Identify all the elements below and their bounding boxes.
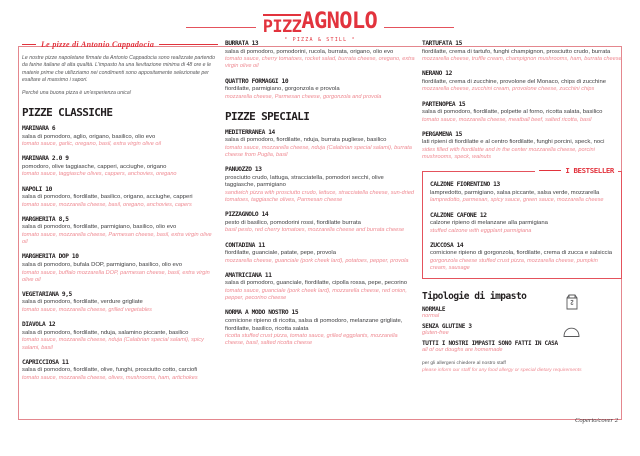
item-description-en: tomato sauce, mozzarella cheese, olives, mushrooms, ham, artichokes [22, 374, 198, 381]
section-title-classiche: PIZZE CLASSICHE [22, 106, 113, 120]
item-name: PIZZAGNOLO 14 [225, 211, 269, 219]
item-description-en: tomato sauce, mozzarella cheese, grilled vegetables [22, 307, 152, 314]
menu-item [22, 359, 218, 382]
item-description-it: lampredotto, parmigiano, salsa piccante, salsa verde, mozzarella [430, 189, 600, 196]
intro-dash-right [159, 44, 218, 45]
allergen-note-en: please inform our staff for any food allergy or special dietary requirements [422, 367, 582, 373]
menu-item [225, 78, 415, 101]
menu-column-2 [225, 40, 415, 355]
menu-item [22, 216, 218, 247]
menu-item [22, 155, 218, 178]
item-description-it: pesto di basilico, pomodorini rossi, fiordilatte burrata [225, 219, 361, 226]
flour-bag-icon [564, 293, 580, 316]
item-name: MARINARA 6 [22, 125, 56, 133]
allergen-note-it: per gli allergeni chiedere al nostro staff [422, 361, 506, 367]
bestseller-badge [535, 166, 618, 175]
item-name: MARINARA 2.0 9 [22, 155, 69, 163]
item-description-en: gorgonzola cheese stuffed crust pizza, mozzarella cheese, pumpkin cream, sausage [430, 258, 598, 272]
menu-item [225, 40, 415, 71]
item-name: NERANO 12 [422, 70, 452, 78]
item-description-it: salsa di pomodoro, fiordilatte, nduja, burrata pugliese, basilico [225, 137, 387, 144]
item-name: MARGHERITA DOP 10 [22, 253, 79, 261]
allergen-note [422, 361, 622, 374]
item-description-it: cornicione ripieno di gorgonzola, fiordilatte, crema di zucca e salsiccia [430, 250, 613, 257]
menu-item [22, 125, 218, 148]
dough-type-name-en: normal [422, 313, 440, 320]
logo-rule-right [384, 27, 454, 28]
logo-agnolo-text: AGNOLO [301, 9, 378, 34]
item-description-it: fiordilatte, crema di tartufo, funghi champignon, prosciutto crudo, burrata [422, 48, 611, 55]
dough-type-row [422, 340, 622, 354]
intro-body [22, 55, 218, 97]
item-name: TARTUFATA 15 [422, 40, 462, 47]
menu-item [225, 242, 415, 265]
menu-column-1 [22, 40, 218, 389]
item-description-en: sandwich pizza with prosciutto crudo, lettuce, stracciatella cheese, sun-dried tomatoes, taggiasche olives, Parmesan cheese [225, 189, 415, 204]
item-description-it: salsa di pomodoro, bufala DOP, parmigiano, basilico, olio evo [22, 261, 183, 268]
dough-type-name-en: all of our doughs are homemade [422, 347, 503, 354]
item-description-en: lampredotto, parmesan, spicy sauce, green sauce, mozzarella cheese [430, 197, 604, 204]
item-description-en: tomato sauce, mozzarella cheese, basil, oregano, anchovies, capers [22, 201, 192, 208]
item-description-it: pomodoro, olive taggiasche, capperi, acciughe, origano [22, 163, 167, 170]
intro-paragraph-1: Le nostre pizze napoletane firmate da Antonio Cappadocia sono realizzate partendo da farine italiane di alta qualità. L'impasto ha una lievitazione minima di 48 ore e le materie prime che utilizziamo nei condimenti sono appositamente selezionate per esaltare al massimo i sapori. [22, 55, 216, 84]
logo-rule-left [186, 27, 256, 28]
item-description-en: tomato sauce, buffalo mozzarella DOP, parmesan cheese, basil, extra virgin olive oil [22, 269, 210, 283]
logo-tagline: ° PIZZA & STILL ° [284, 37, 356, 43]
item-description-en: tomato sauce, cherry tomatoes, rocket salad, burrata cheese, oregano, extra virgin olive oil [225, 56, 415, 70]
intro-title: Le pizze di Antonio Cappadocia [41, 40, 155, 49]
item-name: VEGETARIANA 9,5 [22, 290, 72, 298]
item-description-en: ricotta stuffed crust pizza, tomato sauce, grilled eggplants, mozzarella cheese, basil, salted ricotta cheese [225, 333, 398, 347]
item-description-it: salsa di pomodoro, guanciale, fiordilatte, cipolla rossa, pepe, pecorino [225, 280, 408, 287]
menu-item [225, 272, 415, 303]
intro-dash-left [22, 44, 36, 45]
item-description-en: tomato sauce, mozzarella cheese, meatball beef, salted ricotta, basil [422, 116, 592, 123]
item-name: NORMA A MODO NOSTRO 15 [225, 309, 299, 317]
item-name: AMATRICIANA 11 [225, 271, 272, 279]
item-description-en: mozzarella cheese, guanciale (pork cheek lard), potatoes, pepper, provola [225, 257, 409, 264]
item-description-it: fiordilatte, parmigiano, gorgonzola e provola [225, 86, 340, 92]
item-name: DIAVOLA 12 [22, 321, 56, 329]
menu-item [22, 321, 218, 352]
logo-pizz-text: PIZZ [263, 14, 302, 38]
item-description-en: basil pesto, red cherry tomatoes, mozzarella cheese and burrata cheese [225, 227, 405, 234]
menu-columns [22, 40, 622, 440]
item-description-en: tomato sauce, garlic, oregano, basil, extra virgin olive oil [22, 141, 161, 148]
item-description-it: salsa di pomodoro, fiordilatte, nduja, salamino piccante, basilico [22, 329, 189, 336]
item-name: PERGAMENA 15 [422, 130, 462, 138]
dough-types-section [422, 291, 622, 354]
item-description-it: calzone ripieno di melanzane alla parmigiana [430, 220, 548, 227]
menu-item [225, 166, 415, 204]
item-description-it: salsa di pomodoro, fiordilatte, olive, funghi, prosciutto cotto, carciofi [22, 367, 198, 374]
bestseller-dash [539, 170, 561, 171]
dough-type-row [422, 323, 622, 337]
item-description-it: lati ripieni di fiordilatte e al centro fiordilatte, funghi porcini, speck, noci [422, 139, 605, 146]
item-description-en: tomato sauce, mozzarella cheese, Parmesan cheese, basil, extra virgin olive oil [22, 232, 212, 246]
menu-item [422, 70, 622, 93]
item-description-it: salsa di pomodoro, fiordilatte, polpette al forno, ricotta salata, basilico [422, 109, 603, 116]
menu-item [430, 212, 614, 235]
item-description-it: salsa di pomodoro, fiordilatte, parmigiano, basilico, olio evo [22, 224, 177, 231]
dough-type-name-en: gluten-free [422, 330, 449, 337]
brand-logo [0, 10, 640, 44]
item-name: BURRATA 13 [225, 40, 259, 47]
logo-block [263, 11, 377, 43]
item-description-en: mozzarella cheese, Parmesan cheese, gorgonzola and provola [225, 93, 382, 100]
item-description-it: salsa di pomodoro, fiordilatte, basilico, origano, acciughe, capperi [22, 194, 193, 201]
item-description-it: fiordilatte, guanciale, patate, pepe, provola [225, 250, 337, 257]
section-title-speciali: PIZZE SPECIALI [225, 109, 310, 123]
item-name: QUATTRO FORMAGGI 10 [225, 77, 289, 85]
item-description-en: sides filled with fiordilatte and in the center mozzarella cheese, porcini mushrooms, speck, walnuts [422, 146, 595, 161]
intro-paragraph-2: Perché una buona pizza è un'esperienza unica! [22, 89, 132, 96]
item-name: CAPRICCIOSA 11 [22, 358, 69, 366]
item-description-it: cornicione ripieno di ricotta, salsa di pomodoro, melanzane grigliate, fiordilatte, basilico, ricotta salata [225, 317, 403, 332]
menu-item [430, 181, 614, 204]
item-name: CONTADINA 11 [225, 241, 265, 249]
item-name: PANUOZZO 13 [225, 166, 262, 174]
item-description-en: mozzarella cheese, zucchini cream, provolone cheese, zucchini chips [422, 86, 595, 93]
cover-charge: Coperto/cover 2 [574, 417, 618, 424]
item-name: PARTENOPEA 15 [422, 100, 466, 108]
item-description-it: prosciutto crudo, lattuga, stracciatella, pomodori secchi, olive taggiasche, parmigiano [225, 174, 384, 189]
item-name: CALZONE CAFONE 12 [430, 211, 487, 219]
item-name: ZUCCOSA 14 [430, 241, 464, 249]
item-description-en: tomato sauce, mozzarella cheese, nduja (Calabrian special salami), burrata cheese from Puglia, basil [225, 144, 412, 159]
item-name: MEDITERRANEA 14 [225, 128, 275, 136]
item-name: CALZONE FIORENTINO 13 [430, 181, 500, 189]
bestseller-section [422, 166, 622, 279]
item-description-en: tomato sauce, guanciale (pork cheek lard), mozzarella cheese, red onion, pepper, pecorino cheese [225, 288, 407, 302]
menu-item [22, 291, 218, 314]
logo-wordmark [263, 11, 377, 35]
menu-item [225, 129, 415, 160]
dough-type-name-it: SENZA GLUTINE 3 [422, 323, 472, 331]
bestseller-box [422, 171, 622, 279]
dough-ball-icon [563, 325, 580, 343]
menu-item [422, 101, 622, 124]
dough-type-row [422, 306, 622, 320]
menu-item [422, 40, 622, 63]
menu-item [225, 211, 415, 234]
dough-types-title: Tipologie di impasto [422, 291, 527, 303]
menu-item [22, 253, 218, 284]
item-description-it: salsa di pomodoro, fiordilatte, verdure grigliate [22, 299, 143, 306]
menu-column-3 [422, 40, 622, 374]
menu-item [430, 242, 614, 273]
menu-item [225, 309, 415, 347]
item-description-en: tomato sauce, mozzarella cheese, nduja (Calabrian special salami), spicy salami, basil [22, 337, 204, 351]
item-description-it: salsa di pomodoro, pomodorini, rucola, burrata, origano, olio evo [225, 48, 394, 55]
item-description-it: fiordilatte, crema di zucchine, provolone del Monaco, chips di zucchine [422, 78, 607, 85]
item-description-en: stuffed calzone with eggplant parmigiana [430, 227, 532, 234]
menu-item [22, 186, 218, 209]
bestseller-label: I BESTSELLER [565, 166, 614, 176]
intro-heading [22, 40, 218, 49]
dough-type-name-it: NORMALE [422, 306, 446, 314]
item-description-en: mozzarella cheese, truffle cream, champignon mushrooms, ham, burrata cheese [422, 56, 622, 63]
item-name: NAPOLI 10 [22, 185, 52, 193]
item-name: MARGHERITA 8,5 [22, 215, 69, 223]
dough-type-name-it: TUTTI I NOSTRI IMPASTI SONO FATTI IN CASA [422, 340, 558, 348]
item-description-it: salsa di pomodoro, aglio, origano, basilico, olio evo [22, 133, 156, 140]
menu-item [422, 131, 622, 162]
item-description-en: tomato sauce, taggiasche olives, cappers, anchovies, oregano [22, 171, 177, 178]
